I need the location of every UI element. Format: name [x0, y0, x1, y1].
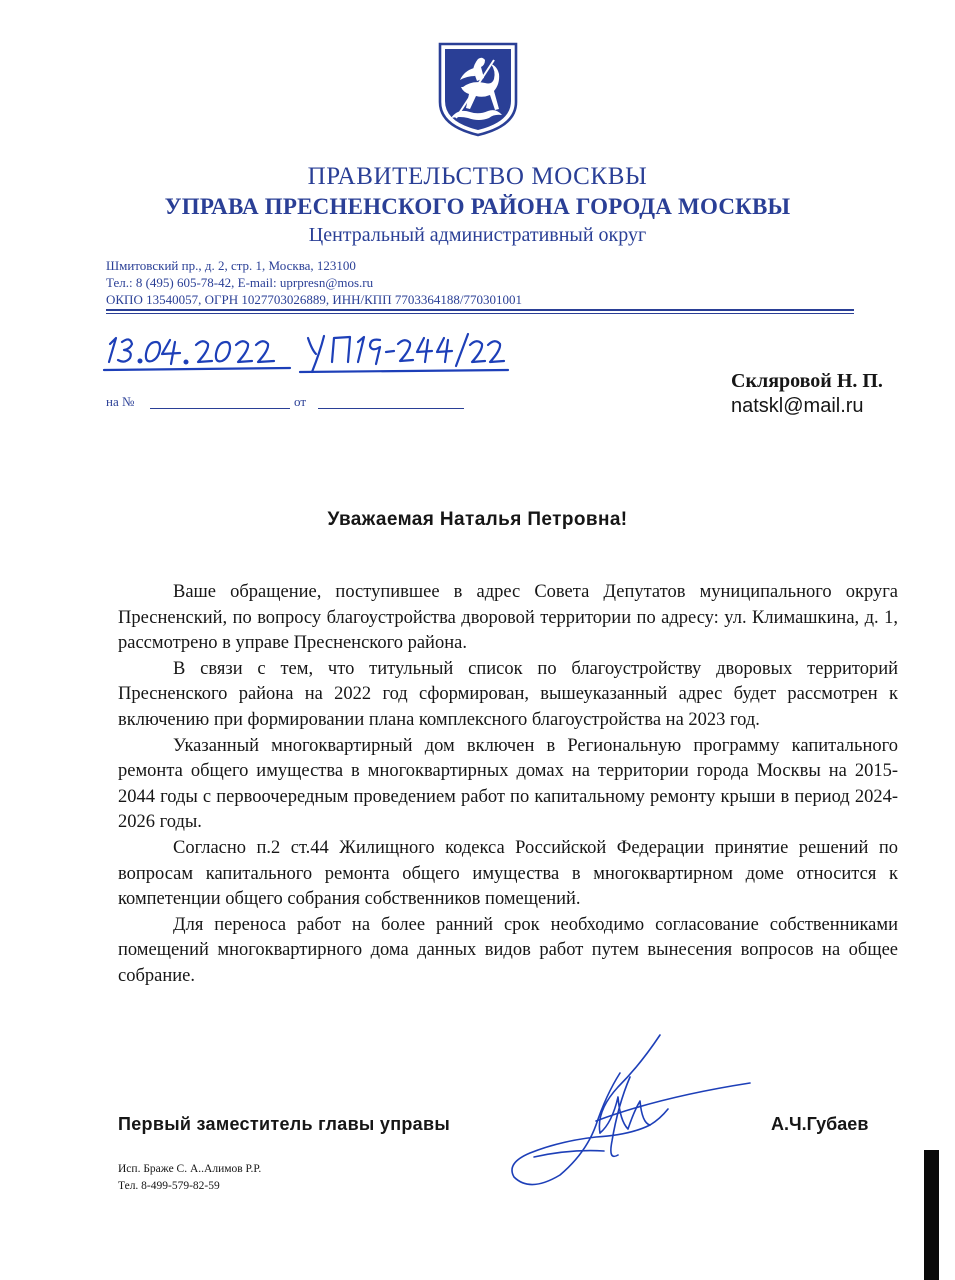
- signer-position: Первый заместитель главы управы: [118, 1114, 451, 1134]
- executors-note: Исп. Браже С. А..Алимов Р.Р.: [118, 1163, 262, 1175]
- ref-number-label: на №: [106, 394, 135, 409]
- signer-name: А.Ч.Губаев: [771, 1114, 869, 1134]
- moscow-coat-of-arms-icon: [436, 40, 520, 138]
- authority-title: УПРАВА ПРЕСНЕНСКОГО РАЙОНА ГОРОДА МОСКВЫ: [164, 194, 791, 219]
- executors-phone: Тел. 8-499-579-82-59: [118, 1180, 220, 1192]
- letter-paragraph: Согласно п.2 ст.44 Жилищного кодекса Российской Федерации принятие решений по вопросам капитального ремонта общего имущества в многоквартирном доме относится к компетенции общего собрания собственников помещений.: [118, 837, 898, 910]
- ref-number-field: [150, 408, 290, 409]
- recipient-email: natskl@mail.ru: [731, 395, 864, 417]
- letter-paragraph: Ваше обращение, поступившее в адрес Совета Депутатов муниципального округа Пресненский, по вопросу благоустройства дворовой территории по адресу: ул. Климашкина, д. 1, рассмотрено в управе Пресненского района.: [118, 582, 898, 654]
- letter-body: [118, 580, 898, 990]
- salutation: Уважаемая Наталья Петровна!: [327, 509, 628, 530]
- letterhead-divider-thin: [106, 313, 854, 314]
- ref-date-field: [318, 408, 464, 409]
- handwritten-registration: [100, 318, 520, 376]
- letterhead-registry: ОКПО 13540057, ОГРН 1027703026889, ИНН/КПП 7703364188/770301001: [106, 292, 522, 307]
- government-title: ПРАВИТЕЛЬСТВО МОСКВЫ: [307, 163, 648, 190]
- district-name: Центральный административный округ: [308, 224, 647, 246]
- letterhead-contacts: Тел.: 8 (495) 605-78-42, E-mail: uprpresn@mos.ru: [106, 275, 374, 290]
- handwritten-signature: [500, 1025, 760, 1195]
- letterhead-divider: [106, 309, 854, 311]
- letter-paragraph: Указанный многоквартирный дом включен в Региональную программу капитального ремонта общего имущества в многоквартирных домах на территории города Москвы на 2015-2044 годы с первоочередным проведением работ по капитальному ремонту крыши в период 2024-2026 годы.: [118, 735, 898, 833]
- letter-paragraph: В связи с тем, что титульный список по благоустройству дворовых территорий Пресненского района на 2022 год сформирован, вышеуказанный адрес будет рассмотрен к включению при формировании плана комплексного благоустройства на 2023 год.: [118, 658, 898, 730]
- ref-date-label: от: [294, 394, 307, 409]
- scan-edge-artifact: [924, 1150, 939, 1280]
- recipient-name: Скляровой Н. П.: [731, 370, 883, 392]
- letter-paragraph: Для переноса работ на более ранний срок необходимо согласование собственниками помещений многоквартирного дома данных видов работ путем вынесения вопросов на общее собрание.: [118, 914, 898, 986]
- letterhead-address: Шмитовский пр., д. 2, стр. 1, Москва, 123100: [106, 258, 356, 273]
